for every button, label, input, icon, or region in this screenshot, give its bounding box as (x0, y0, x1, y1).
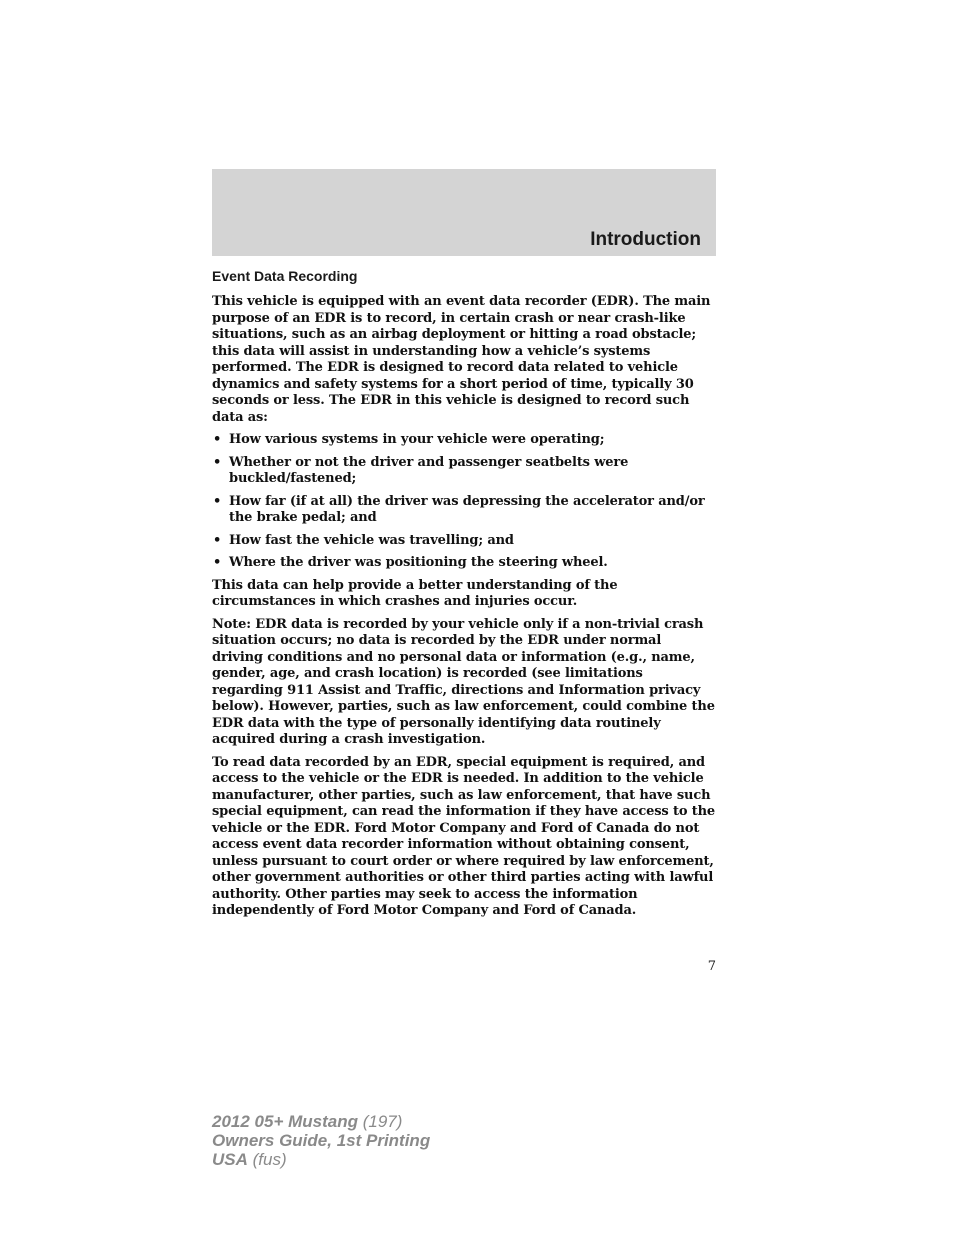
page-content (212, 268, 716, 926)
list-item: • Where the driver was positioning the steering wheel. (213, 555, 608, 570)
summary-paragraph: This data can help provide a better understanding of the circumstances in which crashes and injuries occur. (212, 577, 618, 609)
subsection-heading: Event Data Recording (212, 268, 358, 284)
page-number: 7 (707, 959, 716, 974)
bullet-icon: • (213, 454, 222, 470)
list-item: • Whether or not the driver and passenger seatbelts were buckled/fastened; (213, 454, 629, 486)
footer-line-guide: Owners Guide, 1st Printing (212, 1131, 431, 1150)
note-paragraph: Note: EDR data is recorded by your vehicle only if a non-trivial crash situation occurs; no data is recorded by the EDR under normal driving conditions and no personal data or information (e.g., name, gender, age, and crash location) is recorded (see limitations regarding 911 Assist and Traffic, directions and Information privacy below). However, parties, such as law enforcement, could combine the EDR data with the type of personally identifying data routinely acquired during a crash investigation. (212, 616, 715, 747)
print-footer (212, 1112, 430, 1169)
access-paragraph: To read data recorded by an EDR, special equipment is required, and access to the vehicle or the EDR is needed. In addition to the vehicle manufacturer, other parties, such as law enforcement, that have such special equipment, can read the information if they have access to the vehicle or the EDR. Ford Motor Company and Ford of Canada do not access event data recorder information without obtaining consent, unless pursuant to court order or where required by law enforcement, other government authorities or other third parties acting with lawful authority. Other parties may seek to access the information independently of Ford Motor Company and Ford of Canada. (212, 754, 716, 918)
intro-paragraph: This vehicle is equipped with an event data recorder (EDR). The main purpose of an EDR is to record, in certain crash or near crash-like situations, such as an airbag deployment or hitting a road obstacle; this data will assist in understanding how a vehicle’s systems performed. The EDR is designed to record data related to vehicle dynamics and safety systems for a short period of time, typically 30 seconds or less. The EDR in this vehicle is designed to record such data as: (212, 294, 711, 425)
footer-line-market: USA (fus) (212, 1150, 287, 1169)
bullet-icon: • (213, 493, 222, 509)
bullet-icon: • (213, 532, 222, 548)
list-item: • How far (if at all) the driver was depressing the accelerator and/or the brake pedal; and (213, 493, 705, 525)
section-title: Introduction (590, 229, 701, 250)
list-item: • How fast the vehicle was travelling; and (213, 532, 514, 548)
list-item: • How various systems in your vehicle were operating; (213, 432, 605, 447)
section-header-band (212, 169, 716, 256)
bullet-list (212, 432, 716, 572)
bullet-icon: • (213, 555, 222, 570)
footer-line-model: 2012 05+ Mustang (197) (212, 1112, 403, 1131)
bullet-icon: • (213, 432, 222, 447)
